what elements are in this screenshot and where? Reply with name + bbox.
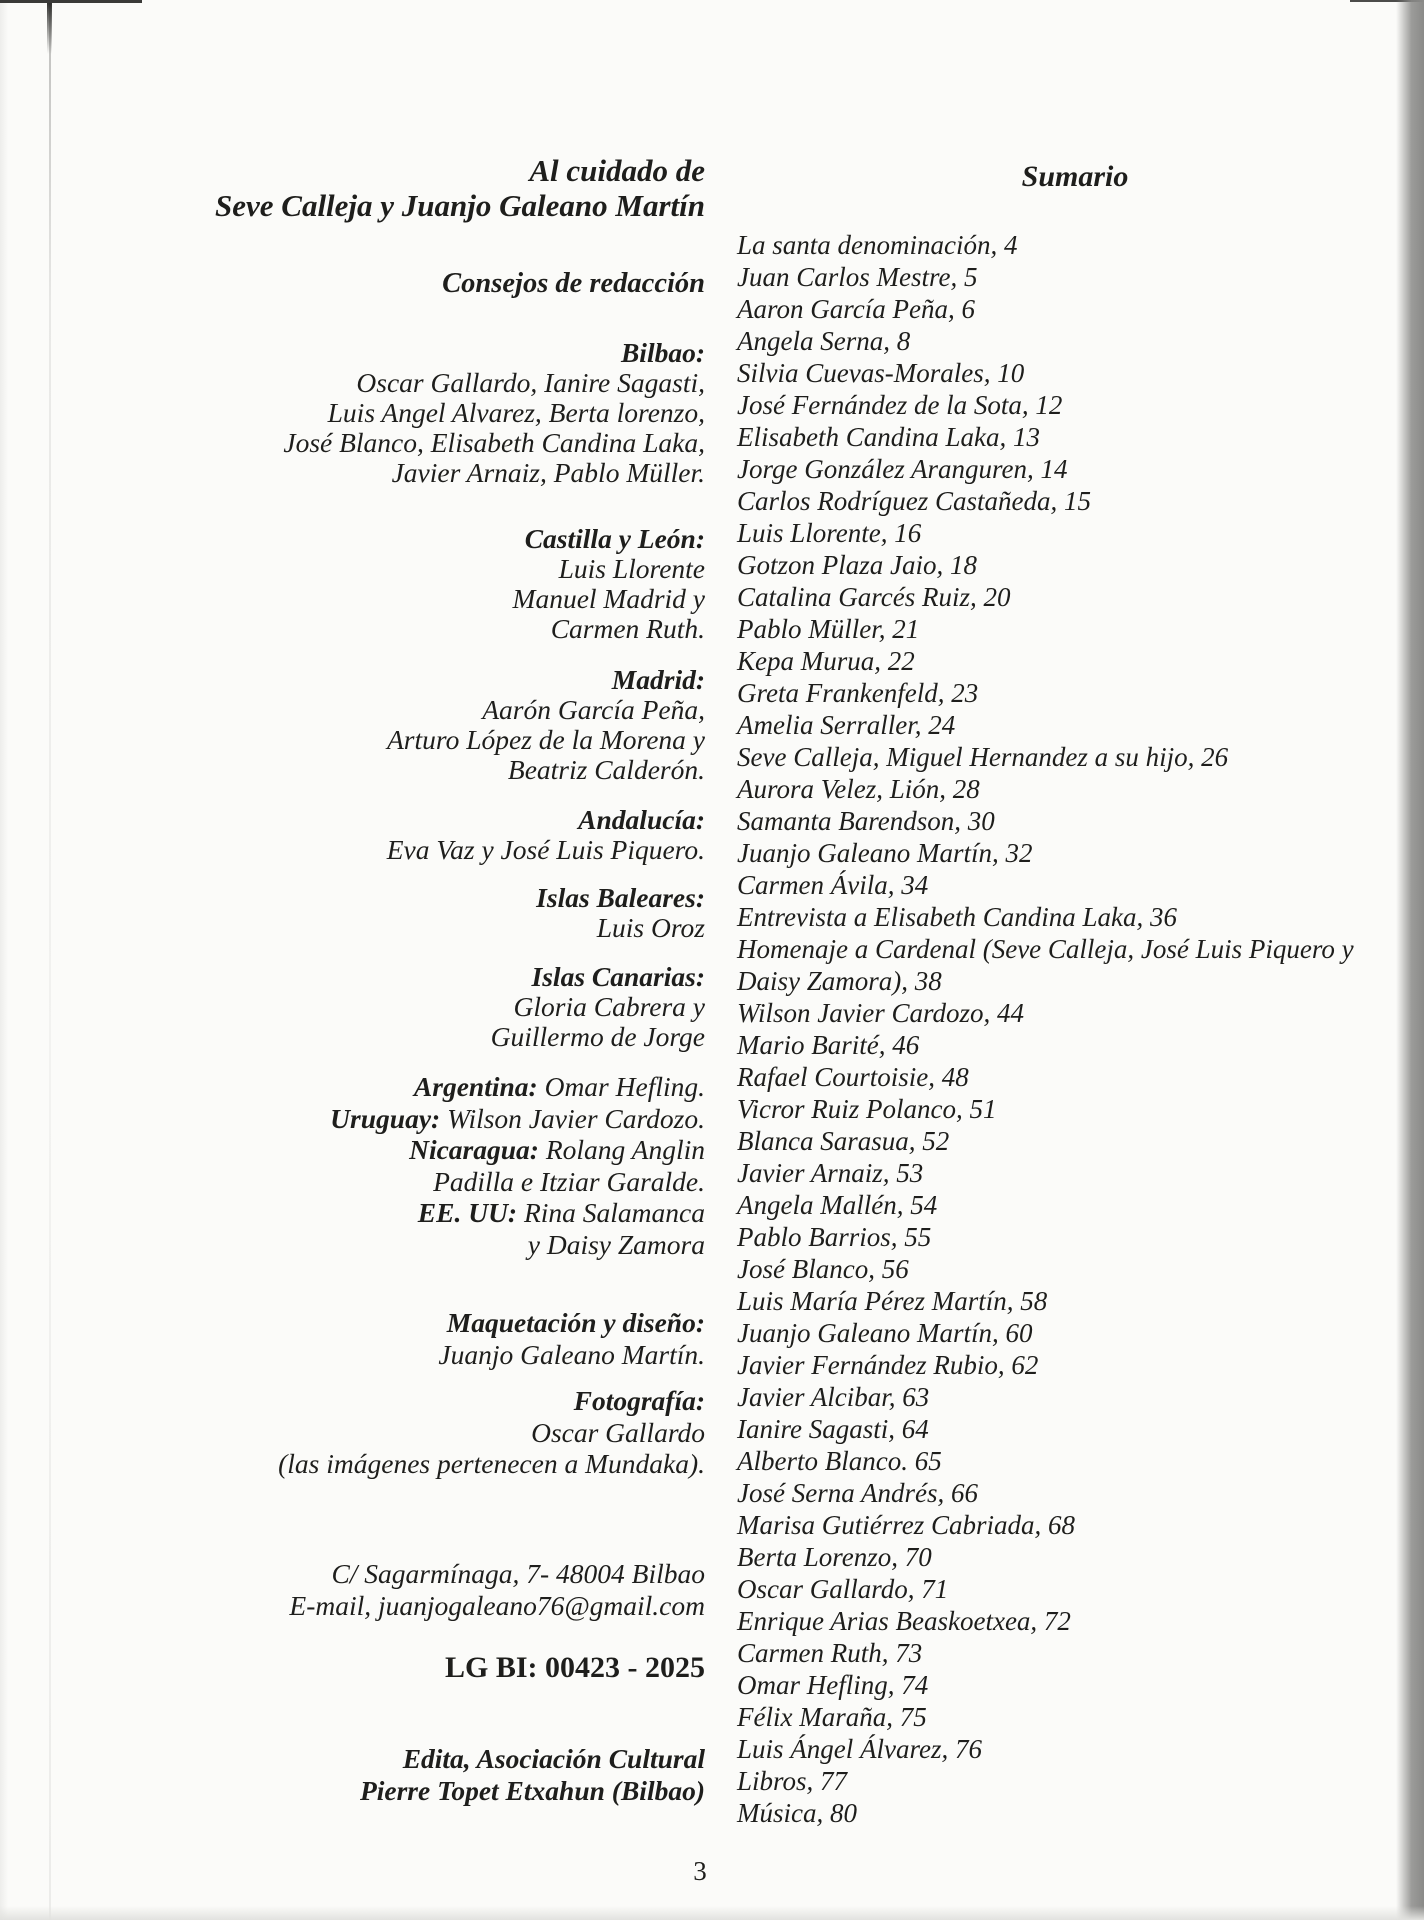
member-line: Guillermo de Jorge: [490, 1021, 705, 1052]
toc-entry: Juanjo Galeano Martín, 60: [737, 1318, 1033, 1348]
toc-entry: Enrique Arias Beaskoetxea, 72: [737, 1606, 1071, 1636]
member-line: Aarón García Peña,: [482, 694, 705, 725]
region-members: [60, 992, 705, 1052]
toc-entry: Elisabeth Candina Laka, 13: [737, 422, 1040, 452]
toc-entry: Luis Llorente, 16: [737, 518, 922, 548]
toc-column: [737, 0, 1397, 1920]
photography-line: Oscar Gallardo: [531, 1416, 705, 1448]
toc-entry: Marisa Gutiérrez Cabriada, 68: [737, 1510, 1076, 1540]
toc-entry: Samanta Barendson, 30: [737, 806, 995, 836]
region-group-islas-baleares: [60, 883, 705, 943]
region-group-castilla-y-leon: [60, 524, 705, 644]
toc-entry: Carmen Ávila, 34: [737, 870, 929, 900]
toc-entry: Aaron García Peña, 6: [737, 294, 975, 324]
toc-entry: Javier Fernández Rubio, 62: [737, 1350, 1039, 1380]
region-group-islas-canarias: [60, 962, 705, 1052]
editors-names: Seve Calleja y Juanjo Galeano Martín: [215, 188, 705, 223]
region-group-andalucia: [60, 805, 705, 865]
member-line: José Blanco, Elisabeth Candina Laka,: [283, 427, 705, 458]
country-names: y Daisy Zamora: [527, 1228, 705, 1260]
toc-entry: Javier Alcibar, 63: [737, 1382, 930, 1412]
publisher-line: Pierre Topet Etxahun (Bilbao): [359, 1774, 705, 1806]
toc-entry: Félix Maraña, 75: [737, 1702, 927, 1732]
member-line: Arturo López de la Morena y: [387, 724, 705, 755]
photography-line: (las imágenes pertenecen a Mundaka).: [278, 1448, 705, 1479]
toc-entry: Omar Hefling, 74: [737, 1670, 929, 1700]
country-names: Wilson Javier Cardozo.: [440, 1102, 705, 1134]
scan-edge-shadow-right: [1396, 0, 1424, 1920]
toc-entry: Alberto Blanco. 65: [737, 1446, 942, 1476]
toc-list: [737, 229, 1397, 1829]
toc-entry: La santa denominación, 4: [737, 230, 1018, 260]
toc-entry: Amelia Serraller, 24: [737, 710, 956, 740]
toc-entry: Silvia Cuevas-Morales, 10: [737, 358, 1025, 388]
page-fold-dark-mark: [47, 0, 52, 54]
layout-designer-name: Juanjo Galeano Martín.: [438, 1338, 705, 1370]
member-line: Luis Llorente: [558, 553, 705, 584]
member-line: Gloria Cabrera y: [513, 991, 705, 1022]
region-members: [60, 554, 705, 644]
country-names: Omar Hefling.: [537, 1071, 705, 1102]
region-group-bilbao: [60, 338, 705, 488]
toc-entry: Entrevista a Elisabeth Candina Laka, 36: [737, 902, 1177, 932]
member-line: Luis Angel Alvarez, Berta lorenzo,: [327, 397, 705, 428]
country-label: EE. UU:: [417, 1197, 518, 1228]
toc-entry: Seve Calleja, Miguel Hernandez a su hijo, 26: [737, 742, 1229, 772]
toc-entry: Luis María Pérez Martín, 58: [737, 1286, 1048, 1316]
member-line: Eva Vaz y José Luis Piquero.: [386, 834, 705, 865]
toc-entry: Catalina Garcés Ruiz, 20: [737, 582, 1011, 612]
country-line: [60, 1197, 705, 1229]
country-line: [60, 1166, 705, 1198]
toc-entry: Greta Frankenfeld, 23: [737, 678, 979, 708]
toc-entry: Berta Lorenzo, 70: [737, 1542, 932, 1572]
country-line: [60, 1134, 705, 1166]
country-names: Rolang Anglin: [538, 1134, 705, 1165]
country-line: [60, 1229, 705, 1261]
toc-entry: José Serna Andrés, 66: [737, 1478, 978, 1508]
region-group-madrid: [60, 665, 705, 785]
member-line: Carmen Ruth.: [550, 613, 705, 644]
member-line: Oscar Gallardo, Ianire Sagasti,: [356, 367, 705, 398]
contact-line: C/ Sagarmínaga, 7- 48004 Bilbao: [331, 1558, 705, 1589]
toc-entry: Pablo Müller, 21: [737, 614, 920, 644]
toc-entry: Vicror Ruiz Polanco, 51: [737, 1094, 997, 1124]
toc-entry: Jorge González Aranguren, 14: [737, 454, 1068, 484]
toc-entry: Aurora Velez, Lión, 28: [737, 774, 980, 804]
contact-line: E-mail, juanjogaleano76@gmail.com: [289, 1590, 705, 1621]
toc-entry: Juan Carlos Mestre, 5: [737, 262, 978, 292]
toc-entry: Luis Ángel Álvarez, 76: [737, 1734, 982, 1764]
toc-entry: Mario Barité, 46: [737, 1030, 920, 1060]
country-line: [60, 1103, 705, 1135]
publisher-block: [60, 1743, 705, 1806]
toc-entry: Juanjo Galeano Martín, 32: [737, 838, 1033, 868]
layout-design-block: [60, 1307, 705, 1370]
photography-heading: Fotografía:: [573, 1385, 705, 1416]
toc-entry: Carmen Ruth, 73: [737, 1638, 923, 1668]
toc-entry: Gotzon Plaza Jaio, 18: [737, 550, 977, 580]
editorial-board-heading: Consejos de redacción: [442, 268, 705, 299]
toc-entry: Ianire Sagasti, 64: [737, 1414, 929, 1444]
toc-entry: Angela Mallén, 54: [737, 1190, 938, 1220]
region-members: [60, 368, 705, 488]
toc-entry: Homenaje a Cardenal (Seve Calleja, José Luis Piquero y: [737, 934, 1354, 964]
region-members: [60, 835, 705, 865]
country-editors-block: [60, 1071, 705, 1260]
toc-entry: Libros, 77: [737, 1766, 848, 1796]
country-line: [60, 1071, 705, 1103]
member-line: Beatriz Calderón.: [507, 754, 705, 785]
toc-entry: José Blanco, 56: [737, 1254, 909, 1284]
contact-block: [60, 1558, 705, 1622]
country-label: Nicaragua:: [409, 1134, 539, 1165]
member-line: Javier Arnaiz, Pablo Müller.: [391, 457, 705, 488]
region-heading: Islas Baleares:: [536, 882, 705, 913]
credits-column: [60, 0, 705, 1920]
toc-entry: Pablo Barrios, 55: [737, 1222, 932, 1252]
region-members: [60, 913, 705, 943]
toc-entry: Javier Arnaiz, 53: [737, 1158, 924, 1188]
member-line: Manuel Madrid y: [512, 583, 705, 614]
member-line: Luis Oroz: [596, 912, 705, 943]
region-heading: Castilla y León:: [524, 523, 705, 554]
page-title-block: [60, 153, 705, 223]
photography-block: [60, 1385, 705, 1480]
toc-entry: Wilson Javier Cardozo, 44: [737, 998, 1024, 1028]
toc-heading: Sumario: [1021, 160, 1129, 193]
toc-entry: Rafael Courtoisie, 48: [737, 1062, 969, 1092]
toc-entry: Música, 80: [737, 1798, 857, 1828]
region-members: [60, 695, 705, 785]
region-heading: Islas Canarias:: [531, 961, 705, 992]
publisher-line: Edita, Asociación Cultural: [402, 1743, 705, 1774]
toc-entry: Daisy Zamora), 38: [737, 966, 942, 996]
layout-design-heading: Maquetación y diseño:: [446, 1307, 705, 1338]
toc-entry: Oscar Gallardo, 71: [737, 1574, 949, 1604]
toc-entry: Carlos Rodríguez Castañeda, 15: [737, 486, 1092, 516]
region-heading: Bilbao:: [620, 337, 705, 368]
region-heading: Madrid:: [611, 664, 705, 695]
region-heading: Andalucía:: [578, 804, 705, 835]
country-names: Padilla e Itziar Garalde.: [433, 1165, 705, 1197]
scan-edge-shadow-left: [0, 0, 8, 1920]
photography-lines: [60, 1417, 705, 1480]
legal-deposit: LG BI: 00423 - 2025: [444, 1651, 705, 1684]
page-number: 3: [693, 1856, 707, 1886]
toc-entry: José Fernández de la Sota, 12: [737, 390, 1063, 420]
page-fold-line: [49, 0, 51, 1920]
country-label: Uruguay:: [330, 1102, 441, 1134]
country-label: Argentina:: [413, 1071, 538, 1102]
toc-entry: Blanca Sarasua, 52: [737, 1126, 950, 1156]
toc-entry: Kepa Murua, 22: [737, 646, 915, 676]
country-names: Rina Salamanca: [517, 1197, 705, 1228]
toc-entry: Angela Serna, 8: [737, 326, 911, 356]
page-title: Al cuidado de: [529, 153, 705, 188]
